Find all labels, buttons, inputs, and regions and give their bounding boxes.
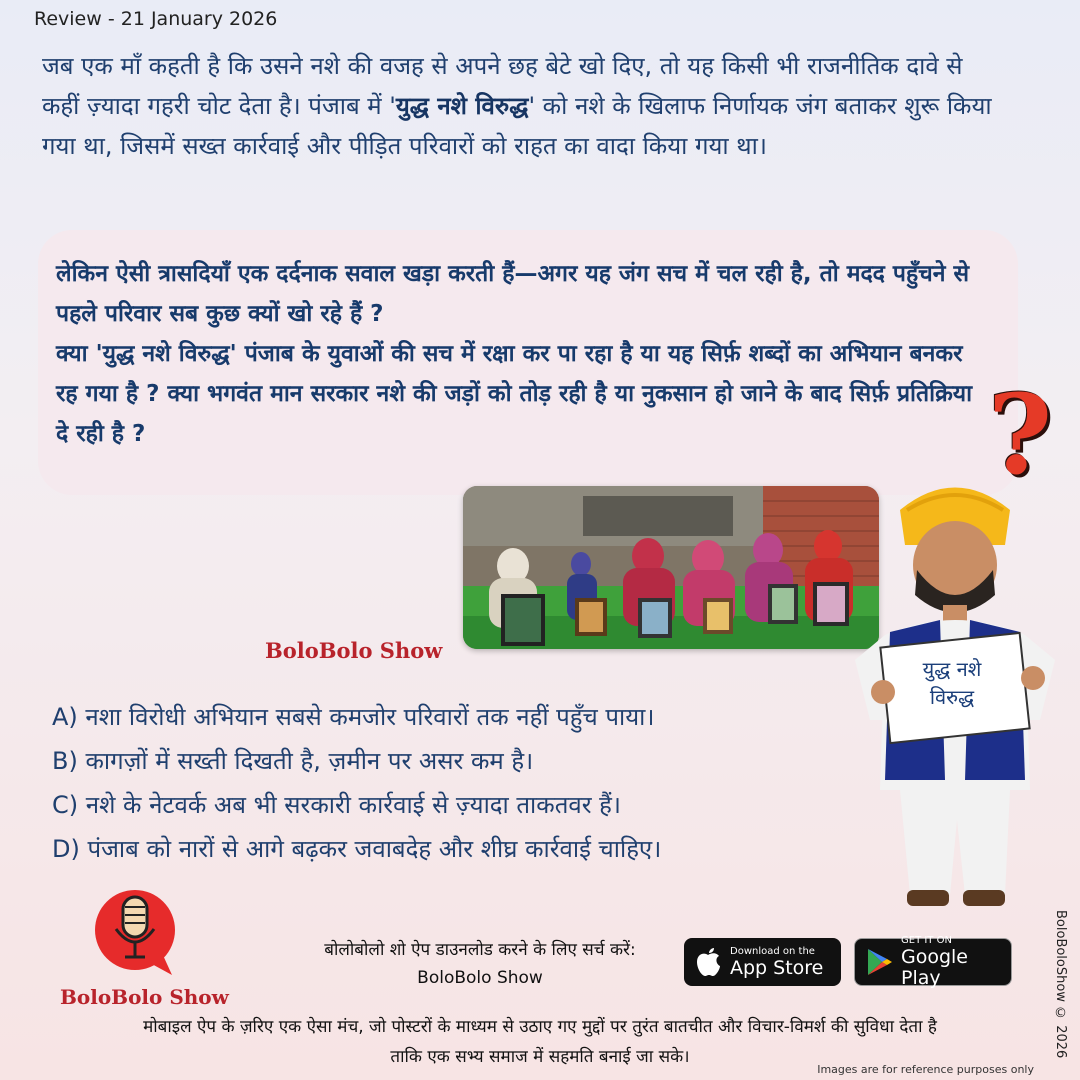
image-disclaimer: Images are for reference purposes only bbox=[817, 1063, 1034, 1076]
footer-brand-name: BoloBolo Show bbox=[60, 985, 229, 1009]
placard-text bbox=[888, 655, 1016, 711]
review-date: Review - 21 January 2026 bbox=[34, 8, 278, 30]
search-term: BoloBolo Show bbox=[417, 968, 543, 988]
intro-text-part1: जब एक माँ कहती है कि उसने नशे की वजह से अपने छह बेटे खो दिए, तो यह किसी भी राजनीतिक दावे से कहीं ज़्यादा गहरी चोट देता है। पंजाब में ' bbox=[42, 52, 963, 120]
intro-text-part2: ' को नशे के खिलाफ निर्णायक जंग बताकर शुरू किया गया था, जिसमें सख्त कार्रवाई और पीड़ित परिवारों को राहत का वादा किया गया था। bbox=[42, 92, 992, 160]
google-play-small-text: GET IT ON bbox=[901, 935, 952, 946]
brand-watermark: BoloBolo Show bbox=[265, 638, 443, 663]
app-store-label: App Store bbox=[730, 956, 824, 979]
google-play-button[interactable] bbox=[854, 935, 1012, 989]
families-photo bbox=[463, 486, 879, 649]
apple-icon bbox=[694, 947, 722, 977]
footer-description-line-2: ताकि एक सभ्य समाज में सहमति बनाई जा सके। bbox=[390, 1047, 690, 1067]
campaign-highlight: युद्ध नशे विरुद्ध bbox=[395, 92, 529, 120]
option-b[interactable]: B) कागज़ों में सख्ती दिखती है, ज़मीन पर असर कम है। bbox=[52, 747, 534, 775]
option-d[interactable]: D) पंजाब को नारों से आगे बढ़कर जवाबदेह और शीघ्र कार्रवाई चाहिए। bbox=[52, 835, 662, 863]
google-play-label: Google Play bbox=[901, 946, 969, 989]
option-c[interactable]: C) नशे के नेटवर्क अब भी सरकारी कार्रवाई से ज़्यादा ताकतवर हैं। bbox=[52, 791, 622, 819]
placard-line-1: युद्ध नशे bbox=[922, 657, 982, 681]
placard-line-2: विरुद्ध bbox=[929, 685, 975, 709]
intro-paragraph bbox=[42, 46, 1002, 166]
download-instruction-line: बोलोबोलो शो ऐप डाउनलोड करने के लिए सर्च करें: bbox=[324, 940, 636, 960]
download-instructions bbox=[290, 936, 670, 992]
question-text bbox=[56, 254, 976, 454]
question-mark-icon: ? bbox=[987, 370, 1053, 499]
answer-options bbox=[52, 695, 852, 871]
google-play-icon bbox=[865, 947, 893, 977]
question-line-1: लेकिन ऐसी त्रासदियाँ एक दर्दनाक सवाल खड़ा करती हैं—अगर यह जंग सच में चल रही है, तो मदद पहुँचने से पहले परिवार सब कुछ क्यों खो रहे हैं ? bbox=[56, 261, 970, 327]
question-line-2: क्या 'युद्ध नशे विरुद्ध' पंजाब के युवाओं की सच में रक्षा कर पा रहा है या यह सिर्फ़ शब्दों का अभियान बनकर रह गया है ? क्या भगवंत मान सरकार नशे की जड़ों को तोड़ रही है या नुकसान हो जाने के बाद सिर्फ़ प्रतिक्रिया दे रही है ? bbox=[56, 341, 973, 447]
copyright-text: BoloBoloShow © 2026 bbox=[1053, 910, 1068, 1059]
app-store-button[interactable] bbox=[684, 938, 841, 986]
option-a[interactable]: A) नशा विरोधी अभियान सबसे कमजोर परिवारों तक नहीं पहुँच पाया। bbox=[52, 703, 655, 731]
footer-description-line-1: मोबाइल ऐप के ज़रिए एक ऐसा मंच, जो पोस्टरों के माध्यम से उठाए गए मुद्दों पर तुरंत बातचीत और विचार-विमर्श की सुविधा देता है bbox=[143, 1017, 937, 1037]
app-store-small-text: Download on the bbox=[730, 945, 815, 957]
microphone-logo-icon bbox=[90, 885, 180, 980]
